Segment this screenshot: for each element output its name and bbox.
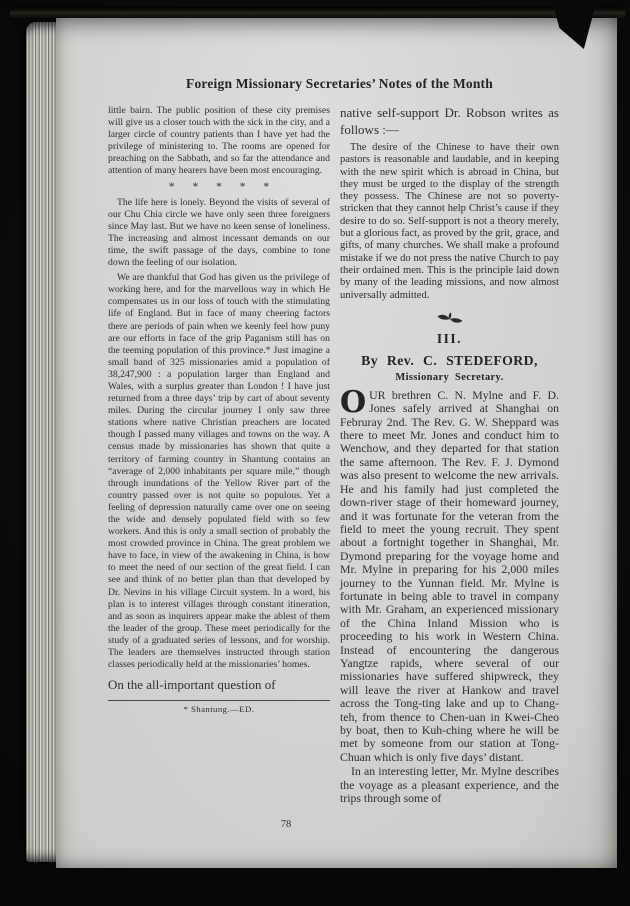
fleuron-icon: [340, 311, 559, 326]
paragraph-continuation: little bairn. The public position of these city premises will give us a closer touch with the sick in the city, and a larger circle of country patients than I have yet had the privilege of ministering to. The rooms are opened for preaching on the Sabbath, and so far the attendance and attention of many hearers have been most encouraging.: [108, 105, 330, 177]
byline: By Rev. C. STEDEFORD,: [361, 352, 538, 368]
text-columns: [108, 105, 561, 805]
article-paragraph: [340, 384, 559, 764]
closing-paragraph: In an interesting letter, Mr. Mylne describes the voyage as a pleasant experience, and the trips through some of: [340, 764, 559, 806]
drop-cap: O: [340, 384, 367, 420]
article-paragraph-text: UR brethren C. N. Mylne and F. D. Jones safely arrived at Shanghai on Februray 2nd. The Rev. G. W. Sheppard was there to meet Mr. Jones and conduct him to Wenchow, and they departed for that station the same afternoon. The Rev. F. J. Dymond was also present to welcome the new arrivals. He and his family had just completed the down-river stage of their homeward journey, and it was fortunate for the veteran from the field to meet the young recruit. They spent about a fortnight together in Shanghai, Mr. Dymond preparing for the voyage home and Mr. Mylne in preparing for his 2,000 miles journey to the Yunnan field. Mr. Mylne is fortunate in being able to travel in company with Mr. Graham, an experienced missionary of the China Inland Mission who is proceeding to his work in Western China. Instead of encountering the dangerous Yangtze rapids, where several of our missionaries have suffered shipwreck, they will leave the river at Hankow and travel across the Tong-ting lake and up to Chang-teh, from thence to Chen-uan in Kwei-Cheo by boat, then to Kuh-ching where he will be met by someone from our station at Tong-Chuan which is only five days’ distant.: [340, 387, 559, 764]
intro-sentence: native self-support Dr. Robson writes as follows :—: [340, 105, 559, 137]
footnote-rule: [108, 700, 330, 701]
lead-sentence: On the all-important question of: [108, 677, 276, 693]
book-page: [56, 18, 617, 868]
asterisk-separator: * * * * *: [168, 180, 270, 193]
right-column: [340, 105, 559, 805]
paragraph-self-support: The desire of the Chinese to have their own pastors is reasonable and laudable, and in keeping with the new spirit which is abroad in China, but they must be urged to the display of the strength they possess. The Chinese are not so poverty-stricken that they cannot help Christ’s cause if they desire to do so. Self-support is not a theory merely, but a glorious fact, as proved by the grit, grace, and gifts, of many churches. We shall make a profound mistake if we do not press the native Church to pay their ordained men. This is the principle laid down by many of the leading missions, and now almost universally admitted.: [340, 142, 559, 301]
section-number: III.: [436, 330, 463, 346]
page-title: Foreign Missionary Secretaries’ Notes of the Month: [186, 76, 493, 91]
byline-subtitle: Missionary Secretary.: [395, 371, 504, 383]
left-column: [108, 105, 330, 805]
page-edge-stack: [26, 22, 58, 862]
footnote: * Shantung.—ED.: [183, 704, 255, 715]
book-cover-edge: [10, 7, 626, 18]
page-number: 78: [280, 819, 292, 830]
paragraph-thankful: We are thankful that God has given us the privilege of working here, and for the marvellous way in which He compensates us in our loss of touch with the stimulating life of England. But in face of many cheering factors there are periods of pain when we keenly feel how puny are our efforts in face of the grip Paganism still has on the teeming population of this province.* Just imagine a small band of 325 missionaries amid a population of 38,247,900 : a population larger than England and Wales, with a surplus greater than London ! I have just returned from a three days’ trip by cart of about seventy miles. During the circular journey I only saw three stations where native Christian preachers are located though I passed many villages and towns on the way. A census made by missionaries has shown that quite a territory of farming country in Shantung contains an “average of 2,000 inhabitants per square mile,” though through inundations of the Yellow River part of the country passed over is not quite so populous. Yet a feeling of depression naturally came over one on seeing the wide and densely populated field with so few workers. And this is only a small section of probably the most crowded province in China. The great problem we have to face, in view of the awakening in China, is how to meet the need of our section of the great field. I can see and think of no better plan than that developed by Dr. Nevins in his village Circuit system. In a word, his plan is to interest villages through constant itineration, and as soon as inquirers appear make the ablest of them the leader of the group. These meet periodically for the study of a graduated series of lessons, and for worship. The leaders are themselves instructed through station classes periodically held at the missionaries’ homes.: [108, 272, 330, 671]
paragraph-lonely-life: The life here is lonely. Beyond the visits of several of our Chu Chia circle we have only seen three foreigners since May last. But we have no keen sense of loneliness. The increasing and almost incessant demands on our time, the swift passage of the days, combine to tone down the feeling of our isolation.: [108, 196, 330, 269]
